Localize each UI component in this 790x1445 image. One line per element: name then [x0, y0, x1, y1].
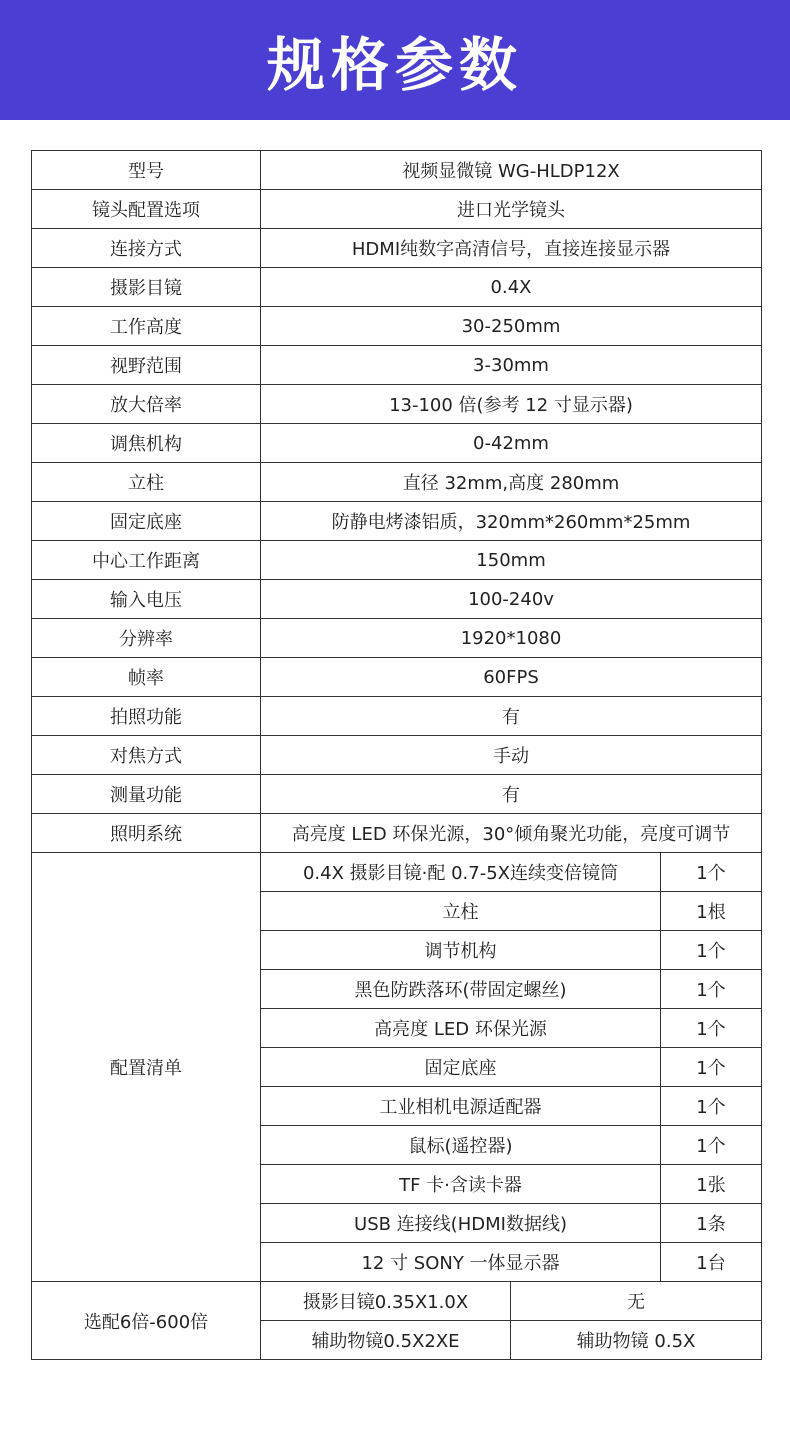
config-item-qty: 1根 — [661, 892, 762, 931]
spec-value: 0.4X — [261, 268, 762, 307]
config-item-name: 12 寸 SONY 一体显示器 — [261, 1243, 661, 1282]
config-item-name: 黑色防跌落环(带固定螺丝) — [261, 970, 661, 1009]
config-label: 配置清单 — [32, 853, 261, 1282]
config-item-name: 鼠标(遥控器) — [261, 1126, 661, 1165]
config-item-qty: 1个 — [661, 1126, 762, 1165]
spec-row — [32, 580, 762, 619]
spec-label: 工作高度 — [32, 307, 261, 346]
config-item-qty: 1个 — [661, 1087, 762, 1126]
spec-label: 测量功能 — [32, 775, 261, 814]
spec-value: HDMI纯数字高清信号，直接连接显示器 — [261, 229, 762, 268]
config-item-name: 工业相机电源适配器 — [261, 1087, 661, 1126]
spec-value: 0-42mm — [261, 424, 762, 463]
spec-value: 防静电烤漆铝质，320mm*260mm*25mm — [261, 502, 762, 541]
spec-row — [32, 463, 762, 502]
spec-value: 进口光学镜头 — [261, 190, 762, 229]
spec-label: 调焦机构 — [32, 424, 261, 463]
optional-cell-b: 辅助物镜 0.5X — [511, 1321, 762, 1360]
optional-label: 选配6倍-600倍 — [32, 1282, 261, 1360]
spec-label: 分辨率 — [32, 619, 261, 658]
spec-row — [32, 541, 762, 580]
config-item-qty: 1条 — [661, 1204, 762, 1243]
config-item-name: 固定底座 — [261, 1048, 661, 1087]
spec-label: 镜头配置选项 — [32, 190, 261, 229]
spec-row — [32, 619, 762, 658]
spec-table — [31, 150, 762, 1360]
spec-row — [32, 424, 762, 463]
spec-value: 有 — [261, 697, 762, 736]
optional-row — [32, 1282, 762, 1321]
spec-row — [32, 697, 762, 736]
spec-row — [32, 151, 762, 190]
spec-value: 30-250mm — [261, 307, 762, 346]
config-item-name: USB 连接线(HDMI数据线) — [261, 1204, 661, 1243]
spec-label: 摄影目镜 — [32, 268, 261, 307]
spec-row — [32, 736, 762, 775]
config-item-name: 调节机构 — [261, 931, 661, 970]
spec-label: 立柱 — [32, 463, 261, 502]
spec-label: 输入电压 — [32, 580, 261, 619]
spec-value: 高亮度 LED 环保光源，30°倾角聚光功能，亮度可调节 — [261, 814, 762, 853]
spec-label: 拍照功能 — [32, 697, 261, 736]
spec-value: 有 — [261, 775, 762, 814]
config-item-name: 立柱 — [261, 892, 661, 931]
spec-row — [32, 346, 762, 385]
spec-row — [32, 307, 762, 346]
spec-value: 150mm — [261, 541, 762, 580]
spec-row — [32, 658, 762, 697]
config-item-qty: 1个 — [661, 931, 762, 970]
spec-label: 型号 — [32, 151, 261, 190]
optional-cell-b: 无 — [511, 1282, 762, 1321]
spec-row — [32, 229, 762, 268]
spec-label: 照明系统 — [32, 814, 261, 853]
spec-label: 对焦方式 — [32, 736, 261, 775]
config-item-qty: 1张 — [661, 1165, 762, 1204]
config-item-name: 高亮度 LED 环保光源 — [261, 1009, 661, 1048]
spec-row — [32, 190, 762, 229]
config-item-qty: 1个 — [661, 970, 762, 1009]
spec-value: 视频显微镜 WG-HLDP12X — [261, 151, 762, 190]
config-item-qty: 1个 — [661, 1009, 762, 1048]
spec-value: 60FPS — [261, 658, 762, 697]
spec-label: 固定底座 — [32, 502, 261, 541]
spec-label: 连接方式 — [32, 229, 261, 268]
spec-row — [32, 814, 762, 853]
config-row — [32, 853, 762, 892]
spec-label: 中心工作距离 — [32, 541, 261, 580]
spec-value: 100-240v — [261, 580, 762, 619]
spec-label: 帧率 — [32, 658, 261, 697]
spec-row — [32, 775, 762, 814]
config-item-name: TF 卡·含读卡器 — [261, 1165, 661, 1204]
spec-row — [32, 502, 762, 541]
config-item-qty: 1个 — [661, 853, 762, 892]
header-banner — [0, 0, 790, 120]
config-item-qty: 1个 — [661, 1048, 762, 1087]
page-title: 规格参数 — [266, 31, 523, 99]
config-item-name: 0.4X 摄影目镜·配 0.7-5X连续变倍镜筒 — [261, 853, 661, 892]
spec-row — [32, 385, 762, 424]
spec-value: 1920*1080 — [261, 619, 762, 658]
spec-value: 3-30mm — [261, 346, 762, 385]
config-item-qty: 1台 — [661, 1243, 762, 1282]
optional-cell-a: 辅助物镜0.5X2XE — [261, 1321, 511, 1360]
spec-label: 视野范围 — [32, 346, 261, 385]
spec-value: 13-100 倍(参考 12 寸显示器) — [261, 385, 762, 424]
optional-cell-a: 摄影目镜0.35X1.0X — [261, 1282, 511, 1321]
spec-value: 手动 — [261, 736, 762, 775]
spec-label: 放大倍率 — [32, 385, 261, 424]
spec-value: 直径 32mm,高度 280mm — [261, 463, 762, 502]
spec-row — [32, 268, 762, 307]
